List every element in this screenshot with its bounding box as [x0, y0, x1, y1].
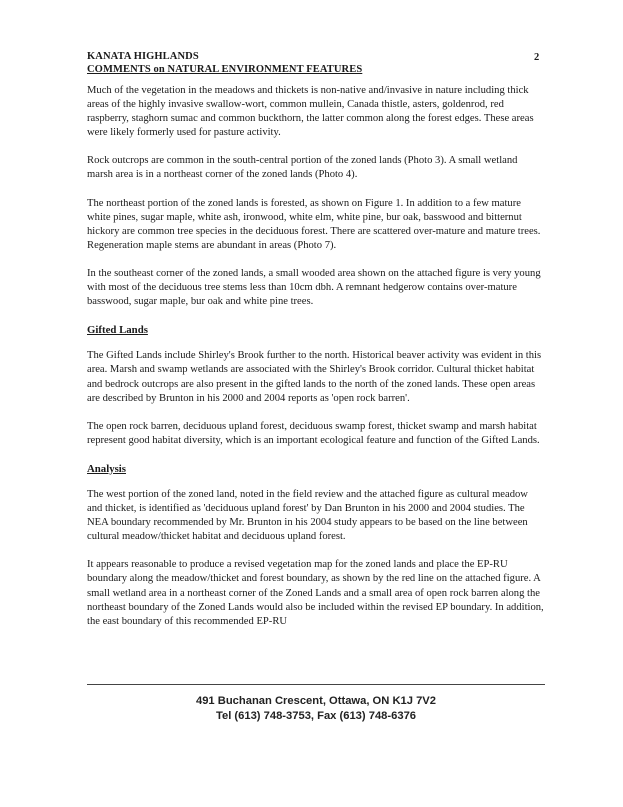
paragraph-analysis-2: It appears reasonable to produce a revised vegetation map for the zoned lands and place the EP-RU boundary along the meadow/thicket and forest boundary, as shown by the red line on the attached figure. A small wetland area in a northeast corner of the Zoned Lands and a small area of open rock barren along the northeast boundary of the Zoned Lands would also be included within the revised EP boundary. In addition, the east boundary of this recommended EP-RU — [87, 559, 544, 627]
footer-address: 491 Buchanan Crescent, Ottawa, ON K1J 7V2 — [195, 695, 436, 707]
footer-contact: Tel (613) 748-3753, Fax (613) 748-6376 — [215, 710, 417, 722]
paragraph-southeast-wooded-area: In the southeast corner of the zoned lands, a small wooded area shown on the attached figure is very young with most of the deciduous tree stems less than 10cm dbh. A remnant hedgerow contains over-mature basswood, sugar maple, bur oak and white pine trees. — [87, 267, 541, 308]
paragraph-gifted-lands-2: The open rock barren, deciduous upland forest, deciduous swamp forest, thicket swamp and marsh habitat represent good habitat diversity, which is an important ecological feature and function of the Gifted Lands. — [87, 420, 540, 446]
page-number: 2 — [534, 52, 540, 63]
paragraph-northeast-forest: The northeast portion of the zoned lands is forested, as shown on Figure 1. In addition to a few mature white pines, sugar maple, white ash, ironwood, white elm, white pine, bur oak, basswood and bitternut hickory are common tree species in the deciduous forest. There are scattered over-mature and mature trees. Regeneration maple stems are abundant in areas (Photo 7). — [87, 197, 541, 251]
footer-divider — [87, 684, 545, 685]
paragraph-vegetation: Much of the vegetation in the meadows and thickets is non-native and/invasive in nature including thick areas of the highly invasive swallow-wort, common mullein, Canada thistle, asters, goldenrod, red raspberry, staghorn sumac and common buckthorn, the latter common along the forest edges. These areas were likely formerly used for pasture activity. — [87, 85, 534, 139]
paragraph-rock-outcrops: Rock outcrops are common in the south-central portion of the zoned lands (Photo 3). A small wetland marsh area is in a northeast corner of the zoned lands (Photo 4). — [87, 155, 518, 181]
section-heading-analysis: Analysis — [87, 462, 127, 475]
header-document-subtitle: COMMENTS on NATURAL ENVIRONMENT FEATURES — [87, 64, 363, 75]
section-heading-gifted-lands: Gifted Lands — [87, 324, 148, 337]
document-footer — [87, 694, 545, 724]
document-header — [87, 50, 547, 76]
header-project-title: KANATA HIGHLANDS — [87, 51, 199, 62]
paragraph-analysis-1: The west portion of the zoned land, noted in the field review and the attached figure as cultural meadow and thicket, is identified as 'deciduous upland forest' by Dan Brunton in his 2000 and 2004 studies. The NEA boundary recommended by Mr. Brunton in his 2004 study appears to be based on the line between cultural meadow/thicket habitat and deciduous upland forest. — [87, 488, 528, 543]
document-body — [87, 84, 545, 639]
paragraph-gifted-lands-1: The Gifted Lands include Shirley's Brook further to the north. Historical beaver activity was evident in this area. Marsh and swamp wetlands are associated with the Shirley's Brook corridor. Cultural thicket habitat and bedrock outcrops are also present in the gifted lands to the north of the zoned lands. These open areas are described by Brunton in his 2000 and 2004 reports as 'open rock barren'. — [87, 350, 542, 404]
